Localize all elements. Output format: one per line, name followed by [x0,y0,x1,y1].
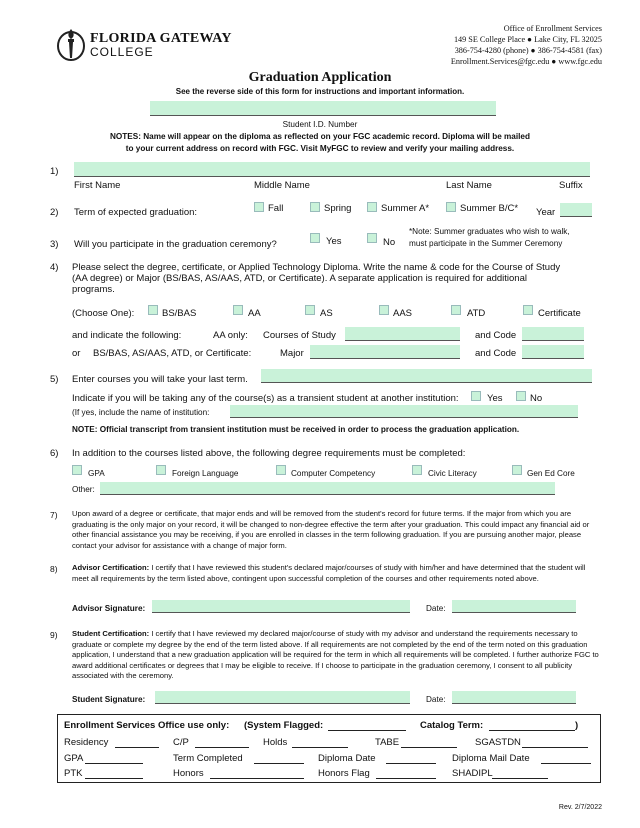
transient-yes-checkbox[interactable] [471,391,481,401]
certificate-checkbox[interactable] [523,305,533,315]
civic-literacy-label: Civic Literacy [428,469,477,478]
office-contact: Enrollment.Services@fgc.edu ● www.fgc.edu [450,57,602,66]
other-requirements-field[interactable] [100,482,555,495]
gen-ed-label: Gen Ed Core [527,469,575,478]
requirements-label: In addition to the courses listed above, the following degree requirements must be completed: [72,448,466,459]
q7-number: 7) [50,510,58,520]
bs-bas-checkbox[interactable] [148,305,158,315]
aa-code-field[interactable] [522,327,584,341]
catalog-term-field[interactable] [489,720,575,731]
summer-a-label: Summer A* [381,203,430,214]
term-completed-field[interactable] [254,753,304,764]
college-logo [56,26,86,62]
q3-number: 3) [50,239,59,250]
other-label: Other: [72,485,95,494]
aas-label: AAS [393,308,413,319]
last-term-courses-label: Enter courses you will take your last term. [72,374,248,385]
ceremony-yes-label: Yes [326,236,342,247]
diploma-date-label: Diploma Date [318,753,376,764]
page-title: Graduation Application [248,70,392,85]
student-signature-label: Student Signature: [72,695,146,704]
fall-checkbox[interactable] [254,202,264,212]
gpa-label: GPA [88,469,105,478]
advisor-certification-text: I certify that I have reviewed this student's declared major/courses of study with him/her and have determined that the student will meet all requirements by the term listed above, contingent upon successful completion of the courses and other requirements noted above. [72,563,586,583]
suffix-label: Suffix [559,180,583,191]
summer-a-checkbox[interactable] [367,202,377,212]
summer-bc-label: Summer B/C* [460,203,519,214]
advisor-certification [72,563,602,584]
institution-field[interactable] [230,405,578,418]
ptk-field[interactable] [85,768,143,779]
student-date-label: Date: [426,695,446,704]
summer-note-1: *Note: Summer graduates who wish to walk, [409,227,570,236]
bs-bas-label: BS/BAS [162,308,197,319]
first-name-label: First Name [74,180,121,191]
q6-number: 6) [50,448,59,459]
ceremony-yes-checkbox[interactable] [310,233,320,243]
certificate-label: Certificate [538,308,581,319]
advisor-signature-field[interactable] [152,600,410,613]
advisor-signature-label: Advisor Signature: [72,604,146,613]
as-checkbox[interactable] [305,305,315,315]
indicate-label: and indicate the following: [72,330,182,341]
residency-field[interactable] [115,737,159,748]
summer-note-2: must participate in the Summer Ceremony [409,239,563,248]
civic-literacy-checkbox[interactable] [412,465,422,475]
degree-instructions-2: (AA degree) or Major (BS/BAS, AS/AAS, ATD, or Certificate). A separate application is required for additional [72,273,527,284]
diploma-mail-date-label: Diploma Mail Date [452,753,530,764]
aa-label: AA [248,308,261,319]
ceremony-no-checkbox[interactable] [367,233,377,243]
transient-yes-label: Yes [487,393,503,404]
aas-checkbox[interactable] [379,305,389,315]
shadipl-label: SHADIPL [452,768,493,779]
fall-label: Fall [268,203,284,214]
spring-label: Spring [324,203,352,214]
transient-no-label: No [530,393,543,404]
office-use-label: Enrollment Services Office use only: [64,720,230,731]
tabe-field[interactable] [401,737,457,748]
aa-only-label: AA only: [213,330,248,341]
major-label: Major [280,348,304,359]
system-flagged-label: (System Flagged: [244,720,324,731]
college-name-line2: COLLEGE [90,45,154,59]
middle-name-label: Middle Name [254,180,310,191]
sgastdn-label: SGASTDN [475,737,521,748]
catalog-term-label: Catalog Term: [420,720,484,731]
last-term-courses-field[interactable] [261,369,592,383]
honors-label: Honors [173,768,204,779]
gpa-checkbox[interactable] [72,465,82,475]
transient-no-checkbox[interactable] [516,391,526,401]
student-signature-field[interactable] [155,691,410,704]
diploma-date-field[interactable] [386,753,436,764]
atd-checkbox[interactable] [451,305,461,315]
summer-bc-checkbox[interactable] [446,202,456,212]
aa-code-label: and Code [475,330,517,341]
torch-icon [56,26,86,62]
ptk-label: PTK [64,768,83,779]
term-label: Term of expected graduation: [74,207,198,218]
office-name: Office of Enrollment Services [503,24,602,33]
advisor-date-field[interactable] [452,600,576,613]
student-certification-text: I certify that I have reviewed my declared major/course of study with my advisor and understand the requirements necessary to graduate or complete my degree by the end of the term listed above. If all requirements are not completed by the end of the term noted on this graduation application, I understand that a new graduation application will be required for the term in which all requirements will be completed. I further authorize FGC to award additional certificates or degrees that I may be eligible to receive. If I choose to participate in the graduation ceremony, I consent to all publicity associated with the ceremony. [72,629,599,681]
choose-one-label: (Choose One): [72,308,135,319]
cp-label: C/P [173,737,189,748]
student-id-field[interactable] [150,101,496,116]
course-of-study-label: Courses of Study [263,330,336,341]
full-name-field[interactable] [74,162,590,177]
honors-flag-label: Honors Flag [318,768,370,779]
spring-checkbox[interactable] [310,202,320,212]
term-completed-label: Term Completed [173,753,243,764]
notes-line-2: to your current address on record with FGC. Visit MyFGC to review and verify your mailing address. [125,144,515,153]
major-code-field[interactable] [522,345,584,359]
transcript-note: NOTE: Official transcript from transient institution must be received in order to process the graduation application. [72,425,520,434]
computer-competency-label: Computer Competency [291,469,376,478]
cp-field[interactable] [195,737,249,748]
gpa-office-label: GPA [64,753,84,764]
institution-label: (If yes, include the name of institution: [72,408,210,417]
revision-date: Rev. 2/7/2022 [558,804,602,811]
q4-number: 4) [50,262,59,273]
major-code-label: and Code [475,348,517,359]
last-name-label: Last Name [446,180,492,191]
advisor-date-label: Date: [426,604,446,613]
notes-line-1: NOTES: Name will appear on the diploma as reflected on your FGC academic record. Diploma will be mailed [110,132,530,141]
holds-label: Holds [263,737,288,748]
ceremony-label: Will you participate in the graduation ceremony? [74,239,277,250]
student-id-label: Student I.D. Number [282,120,358,129]
degree-instructions-3: programs. [72,284,115,295]
ceremony-no-label: No [383,237,396,248]
degree-instructions-1: Please select the degree, certificate, or Applied Technology Diploma. Write the name & code for the Course of Study [72,262,561,273]
year-field[interactable] [560,203,592,217]
advisor-certification-heading: Advisor Certification: [72,563,150,572]
system-flagged-field[interactable] [328,720,406,731]
holds-field[interactable] [292,737,348,748]
student-date-field[interactable] [452,691,576,704]
college-name: FLORIDA GATEWAY [90,31,232,46]
other-degrees-label: BS/BAS, AS/AAS, ATD, or Certificate: [93,348,252,359]
office-address: 149 SE College Place ● Lake City, FL 32025 [453,35,602,44]
page-subtitle: See the reverse side of this form for instructions and important information. [175,87,465,96]
gpa-office-field[interactable] [85,753,143,764]
q9-number: 9) [50,630,58,640]
student-certification-heading: Student Certification: [72,629,150,638]
foreign-language-checkbox[interactable] [156,465,166,475]
shadipl-field[interactable] [492,768,548,779]
major-ends-notice: Upon award of a degree or certificate, that major ends and will be removed from the student's record for future terms. If the major from which you are graduating is the only major on your record, it will be changed to non-degree effective the term after your graduation. This could impact any financial aid or other financial assistance you may be receiving, if you are enrolled in classes in the term following graduation. If you are pursuing another major, please contact your advisor for assistance with a change of major form. [72,509,590,550]
tabe-label: TABE [375,737,400,748]
as-label: AS [320,308,333,319]
course-of-study-field[interactable] [345,327,460,341]
year-label: Year [536,207,556,218]
close-paren: ) [575,720,579,731]
honors-field[interactable] [210,768,304,779]
foreign-language-label: Foreign Language [172,469,239,478]
q5-number: 5) [50,374,59,385]
q1-number: 1) [50,166,59,177]
residency-label: Residency [64,737,109,748]
gen-ed-checkbox[interactable] [512,465,522,475]
aa-checkbox[interactable] [233,305,243,315]
q8-number: 8) [50,564,58,574]
atd-label: ATD [467,308,486,319]
q2-number: 2) [50,207,59,218]
major-field[interactable] [310,345,460,359]
honors-flag-field[interactable] [376,768,436,779]
student-certification [72,629,602,682]
computer-competency-checkbox[interactable] [276,465,286,475]
sgastdn-field[interactable] [522,737,588,748]
or-label: or [72,348,81,359]
office-phones: 386-754-4280 (phone) ● 386-754-4581 (fax) [454,46,602,55]
diploma-mail-date-field[interactable] [541,753,591,764]
transient-label: Indicate if you will be taking any of the course(s) as a transient student at another institution: [72,393,459,404]
